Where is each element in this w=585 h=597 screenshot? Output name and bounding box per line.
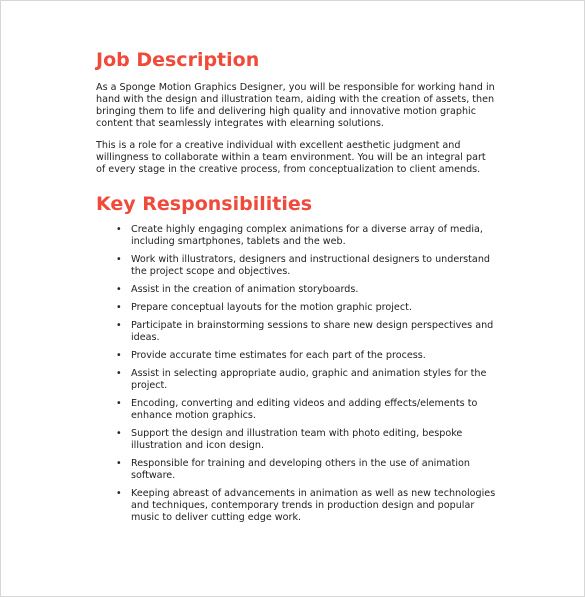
bullet-icon: • xyxy=(116,224,122,235)
list-item-text: Keeping abreast of advancements in animation as well as new technologies and techniques, contemporary trends in production design and popular music to deliver cutting edge work. xyxy=(131,488,496,523)
list-item xyxy=(96,224,496,248)
list-item-text: Create highly engaging complex animations for a diverse array of media, including smartphones, tablets and the web. xyxy=(131,224,483,247)
bullet-icon: • xyxy=(116,254,122,265)
bullet-icon: • xyxy=(116,320,122,331)
list-item xyxy=(96,398,496,422)
list-item-text: Support the design and illustration team with photo editing, bespoke illustration and icon design. xyxy=(131,428,463,451)
list-item-text: Assist in selecting appropriate audio, graphic and animation styles for the project. xyxy=(131,368,487,391)
list-item-text: Responsible for training and developing others in the use of animation software. xyxy=(131,458,470,481)
bullet-icon: • xyxy=(116,284,122,295)
list-item xyxy=(96,350,496,362)
job-description-paragraph-1: As a Sponge Motion Graphics Designer, you will be responsible for working hand in hand with the design and illustration team, aiding with the creation of assets, then bringing them to life and delivering high quality and innovative motion graphic content that seamlessly integrates with elearning solutions. xyxy=(96,82,495,129)
list-item-text: Encoding, converting and editing videos and adding effects/elements to enhance motion graphics. xyxy=(131,398,478,421)
bullet-icon: • xyxy=(116,398,122,409)
bullet-icon: • xyxy=(116,368,122,379)
list-item xyxy=(96,254,496,278)
list-item-text: Assist in the creation of animation storyboards. xyxy=(131,284,359,295)
list-item-text: Provide accurate time estimates for each part of the process. xyxy=(131,350,426,361)
bullet-icon: • xyxy=(116,428,122,439)
list-item xyxy=(96,368,496,392)
bullet-icon: • xyxy=(116,302,122,313)
bullet-icon: • xyxy=(116,488,122,499)
list-item-text: Participate in brainstorming sessions to share new design perspectives and ideas. xyxy=(131,320,494,343)
list-item-text: Work with illustrators, designers and instructional designers to understand the project scope and objectives. xyxy=(131,254,490,277)
list-item xyxy=(96,488,496,524)
list-item xyxy=(96,284,496,296)
list-item xyxy=(96,428,496,452)
list-item-text: Prepare conceptual layouts for the motion graphic project. xyxy=(131,302,412,313)
list-item xyxy=(96,302,496,314)
document-content xyxy=(96,48,496,530)
key-responsibilities-heading: Key Responsibilities xyxy=(96,193,313,215)
job-description-heading: Job Description xyxy=(96,49,260,71)
bullet-icon: • xyxy=(116,458,122,469)
list-item xyxy=(96,458,496,482)
bullet-icon: • xyxy=(116,350,122,361)
responsibilities-list xyxy=(96,224,496,524)
job-description-paragraph-2: This is a role for a creative individual with excellent aesthetic judgment and willingness to collaborate within a team environment. You will be an integral part of every stage in the creative process, from conceptualization to client amends. xyxy=(96,140,486,175)
list-item xyxy=(96,320,496,344)
